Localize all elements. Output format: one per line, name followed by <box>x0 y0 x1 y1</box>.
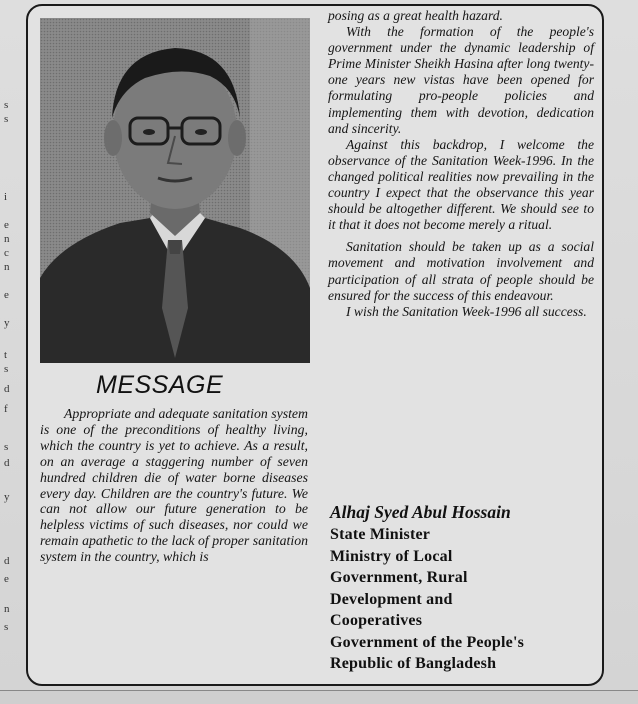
message-paragraph: I wish the Sanitation Week-1996 all success. <box>346 303 587 319</box>
gutter-letter: i <box>4 191 8 203</box>
gutter-letter: s <box>4 113 9 125</box>
gutter-letter: e <box>4 289 9 301</box>
gutter-letter: y <box>4 317 10 329</box>
gutter-letter: s <box>4 621 9 633</box>
message-paragraph: Sanitation should be taken up as a social movement and motivation involvement and participation of all strata of people should be ensured for the success of this endeavour. <box>328 239 594 303</box>
signatory-ministry-line: Development and <box>330 590 453 608</box>
gutter-letter: s <box>4 99 9 111</box>
portrait-photo <box>40 18 310 363</box>
signature-block <box>330 500 596 675</box>
signatory-ministry-line: Ministry of Local <box>330 547 453 565</box>
gutter-letter: y <box>4 491 10 503</box>
message-paragraph: With the formation of the people's government under the dynamic leadership of Prime Minister Sheikh Hasina after long twenty-one years new vistas have been opened for formulating pro-people policies and implementing them with devotion, dedication and sincerity. <box>328 24 594 136</box>
signatory-ministry-line: Government, Rural <box>330 569 468 586</box>
message-left-column: Appropriate and adequate sanitation system is one of the preconditions of healthy living, which the country is yet to achieve. As a result, on an average a staggering number of seven hundred children die of water borne diseases every day. Children are the country's future. We can not allow our future generation to be helpless victims of such diseases, nor could we remain apathetic to the lack of proper sanitation system in the country, which is <box>40 406 308 565</box>
gutter-letter: d <box>4 555 10 567</box>
gutter-letter: f <box>4 403 8 415</box>
signatory-title: State Minister <box>330 526 431 543</box>
message-paragraph: Against this backdrop, I welcome the observance of the Sanitation Week-1996. In the changed political realities now prevailing in the country I expect that the observance this year should be altogether different. We should see to it that it does not become merely a ritual. <box>328 136 594 233</box>
message-heading: MESSAGE <box>96 371 224 399</box>
gutter-letter: n <box>4 261 10 273</box>
gutter-letter: e <box>4 573 9 585</box>
gutter-letter: n <box>4 603 10 615</box>
gutter-letter: n <box>4 233 10 245</box>
gutter-letter: t <box>4 349 8 361</box>
gutter-letter: c <box>4 247 9 259</box>
signatory-ministry-line: Cooperatives <box>330 612 423 629</box>
gutter-letter: s <box>4 363 9 375</box>
signatory-name: Alhaj Syed Abul Hossain <box>330 502 511 522</box>
gutter-letter: s <box>4 441 9 453</box>
message-paragraph: posing as a great health hazard. <box>328 8 503 23</box>
gutter-letter: d <box>4 457 10 469</box>
adjacent-column-fragment <box>0 0 16 703</box>
gutter-letter: e <box>4 219 9 231</box>
page-bottom-edge <box>0 690 638 704</box>
gutter-letter: d <box>4 383 10 395</box>
message-right-column <box>328 8 594 320</box>
signatory-government-line: Republic of Bangladesh <box>330 655 497 672</box>
signatory-government-line: Government of the People's <box>330 633 525 651</box>
